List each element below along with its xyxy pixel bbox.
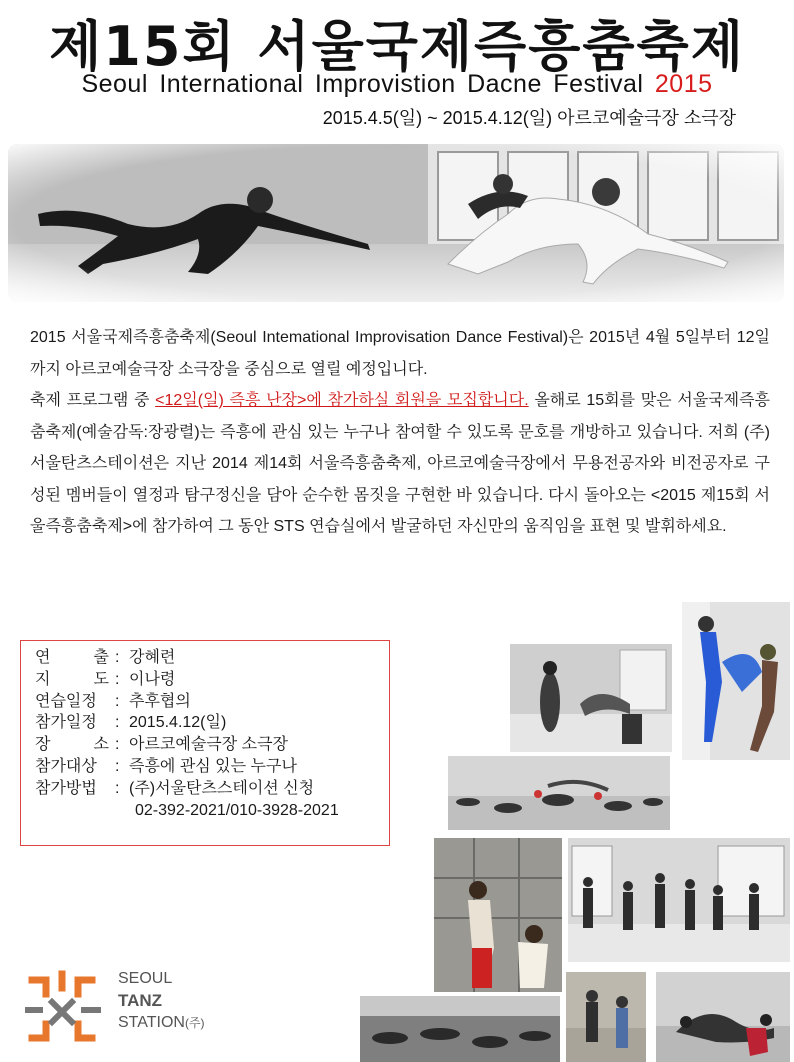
photo-rehearsal-1-art	[510, 644, 672, 752]
festival-subtitle	[0, 70, 794, 99]
photo-rehearsal-6-art	[360, 996, 560, 1062]
info-label: 참가방법	[35, 779, 97, 797]
info-value: 즉흥에 관심 있는 누구나	[129, 757, 297, 775]
intro-p2-suffix: 올해로 15회를 맞은 서울국제즉흥춤축제(예술감독:장광렬)는 즉흥에 관심 있는 누구나 참여할 수 있도록 문호를 개방하고 있습니다. 저희 (주)서울탄츠스테이션은 지난 2014 제14회 서울즉흥춤축제, 아르코예술극장에서 무용전공자와 비전공자로 구성된 멤버들이 열정과 탐구정신을 담아 순수한 몸짓을 구현한 바 있습니다. 다시 돌아오는 <2015 제15회 서울즉흥춤축제>에 참가하여 그 동안 STS 연습실에서 발굴하던 자신만의 움직임을 표현 및 발휘하세요.	[30, 392, 771, 535]
info-row-rehearsal	[35, 691, 389, 713]
info-separator: :	[115, 779, 120, 797]
info-row-target	[35, 756, 389, 778]
info-row-venue	[35, 734, 389, 756]
intro-paragraph-1: 2015 서울국제즉흥춤축제(Seoul Intemational Improvisation Dance Festival)은 2015년 4월 5일부터 12일까지 아르코예술극장 소극장을 중심으로 열릴 예정입니다.	[30, 329, 770, 378]
info-separator: :	[115, 714, 120, 732]
info-label: 지 도	[35, 670, 109, 688]
logo-mark-icon	[22, 968, 112, 1054]
logo-line-station: STATION(주)	[118, 1014, 205, 1031]
hero-photo-art	[8, 144, 784, 302]
program-info-box	[20, 640, 390, 846]
info-value: 추후협의	[129, 692, 191, 710]
info-row-instructor	[35, 669, 389, 691]
photo-rehearsal-2-art	[682, 602, 790, 760]
info-row-date	[35, 712, 389, 734]
info-label: 장 소	[35, 736, 109, 754]
info-separator: :	[115, 736, 120, 754]
intro-p2-prefix: 축제 프로그램 중	[30, 392, 156, 409]
info-separator: :	[115, 692, 120, 710]
festival-title: 제15회 서울국제즉흥춤축제	[49, 15, 745, 78]
logo-text	[118, 968, 205, 1034]
logo-line-seoul: SEOUL	[118, 970, 173, 987]
intro-paragraph-2	[30, 385, 770, 543]
photo-rehearsal-1	[510, 644, 672, 752]
contact-phone: 02-392-2021/010-3928-2021	[135, 801, 339, 819]
photo-rehearsal-7-art	[566, 972, 646, 1062]
info-separator: :	[115, 757, 120, 775]
photo-rehearsal-2	[682, 602, 790, 760]
info-value: 이나령	[129, 670, 176, 688]
photo-rehearsal-5-art	[568, 838, 790, 962]
info-separator: :	[115, 670, 120, 688]
info-value: (주)서울탄츠스테이션 신청	[129, 779, 315, 797]
info-label: 연 출	[35, 649, 109, 666]
info-label: 참가일정	[35, 714, 97, 732]
info-row-method	[35, 778, 389, 800]
photo-rehearsal-3-art	[448, 756, 670, 830]
logo-line-tanz: TANZ	[118, 991, 163, 1010]
photo-rehearsal-5	[568, 838, 790, 962]
subtitle-year: 2015	[654, 70, 713, 98]
info-value: 2015.4.12(일)	[129, 714, 227, 732]
info-value: 아르코예술극장 소극장	[129, 736, 289, 754]
festival-dates: 2015.4.5(일) ~ 2015.4.12(일) 아르코예술극장 소극장	[322, 108, 736, 128]
intro-text	[30, 322, 770, 543]
photo-rehearsal-4	[434, 838, 562, 992]
info-separator: :	[115, 649, 120, 666]
logo-suffix: (주)	[184, 1016, 205, 1030]
photo-rehearsal-6	[360, 996, 560, 1062]
recruitment-highlight: <12일(일) 즉흥 난장>에 참가하실 회원을 모집합니다.	[155, 392, 529, 409]
photo-rehearsal-8-art	[656, 972, 790, 1062]
photo-rehearsal-8	[656, 972, 790, 1062]
photo-rehearsal-7	[566, 972, 646, 1062]
photo-rehearsal-3	[448, 756, 670, 830]
info-label: 연습일정	[35, 692, 97, 710]
info-label: 참가대상	[35, 757, 97, 775]
info-row-director	[35, 647, 389, 669]
info-value: 강혜련	[129, 649, 176, 666]
photo-rehearsal-4-art	[434, 838, 562, 992]
hero-photo	[8, 144, 784, 302]
seoul-tanz-station-logo	[22, 968, 252, 1054]
subtitle-text: Seoul International Improvistion Dacne Festival	[81, 70, 644, 98]
